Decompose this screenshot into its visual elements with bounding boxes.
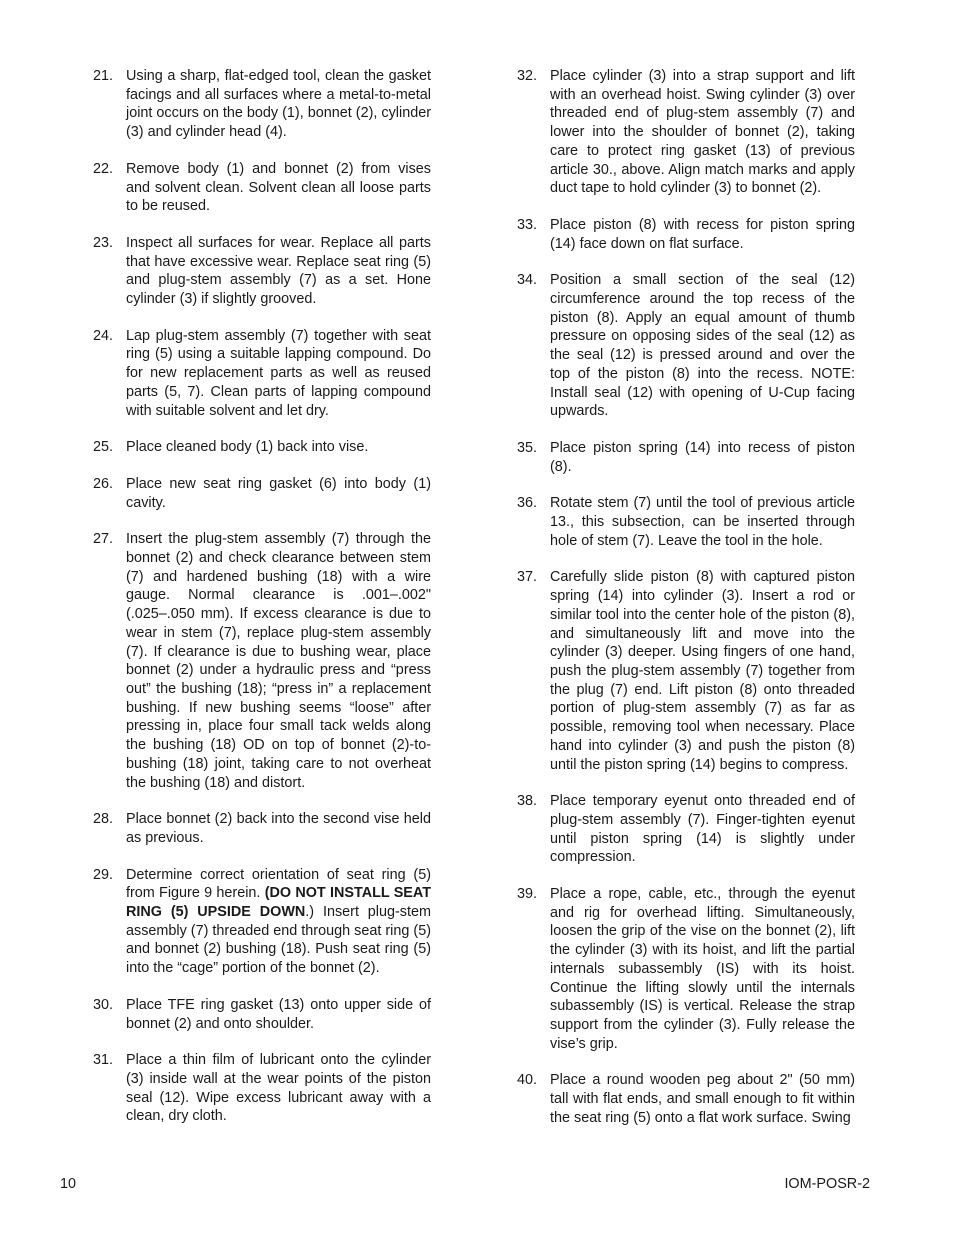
step-number: 39. (517, 886, 538, 903)
step-text: Place a rope, cable, etc., through the eyenut and rig for overhead lifting. Simultaneously, loosen the grip of the vise on the bonnet (2), lift the cylinder (3) with its hoist, and lift the partial internals subassembly (IS) with its hoist. Continue the lifting slowly until the internals subassembly (IS) is vertical. Release the strap support from the cylinder (3). Fully release the vise’s grip. (550, 886, 855, 1052)
step-number: 29. (93, 866, 114, 883)
step-text: Carefully slide piston (8) with captured piston spring (14) into cylinder (3). Insert a rod or similar tool into the center hole of the piston (8), and simultaneously lift and move into the cylinder (3) deeper. Using fingers of one hand, push the plug-stem assembly (7) together from the plug (7) end. Lift piston (8) onto threaded portion of plug-stem assembly (7) as far as possible, removing tool when necessary. Place hand into cylinder (3) and push the piston (8) until the piston spring (14) begins to compress. (550, 569, 855, 773)
step-24 (93, 327, 431, 421)
step-text: Using a sharp, flat-edged tool, clean the gasket facings and all surfaces where a metal-to-metal joint occurs on the body (1), bonnet (2), cylinder (3) and cylinder head (4). (126, 68, 431, 141)
step-number: 32. (517, 68, 538, 84)
step-40 (517, 1071, 855, 1127)
step-39 (517, 885, 855, 1053)
step-31 (93, 1051, 431, 1126)
step-text: Place piston (8) with recess for piston spring (14) face down on flat surface. (550, 216, 855, 252)
step-number: 37. (517, 569, 538, 586)
step-number: 22. (93, 160, 114, 177)
step-22 (93, 160, 431, 216)
right-column (517, 67, 855, 1127)
step-number: 38. (517, 793, 538, 810)
left-column (93, 67, 431, 1126)
step-text-part: Determine correct orientation of seat ring (5) from Figure 9 herein. (126, 866, 431, 902)
warning-text: (DO NOT INSTALL SEAT RING (5) UPSIDE DOWN (126, 885, 432, 921)
step-number: 21. (93, 68, 114, 84)
step-number: 33. (517, 216, 538, 233)
step-text-part: .) Insert plug-stem assembly (7) threaded end through seat ring (5) and bonnet (2) bushing (18). Push seat ring (5) into the “cage” portion of the bonnet (2). (126, 904, 431, 977)
step-text: Remove body (1) and bonnet (2) from vises and solvent clean. Solvent clean all loose parts to be reused. (126, 160, 431, 215)
step-text: Place TFE ring gasket (13) onto upper side of bonnet (2) and onto shoulder. (126, 996, 431, 1032)
step-text (126, 866, 431, 978)
step-number: 24. (93, 327, 114, 344)
step-37 (517, 568, 855, 774)
step-text: Lap plug-stem assembly (7) together with seat ring (5) using a suitable lapping compound. Do for new replacement parts as well as reused parts (5, 7). Clean parts of lapping compound with suitable solvent and let dry. (126, 327, 431, 419)
step-26 (93, 475, 431, 512)
step-number: 35. (517, 439, 538, 456)
step-29 (93, 866, 431, 978)
step-text: Place temporary eyenut onto threaded end of plug-stem assembly (7). Finger-tighten eyenut until piston spring (14) is slightly under compression. (550, 793, 855, 866)
step-number: 26. (93, 475, 114, 492)
step-text: Place cylinder (3) into a strap support and lift with an overhead hoist. Swing cylinder (3) over threaded end of plug-stem assembly (7) and lower into the shoulder of bonnet (2), taking care to protect ring gasket (13) of previous article 30., above. Align match marks and apply duct tape to hold cylinder (3) to bonnet (2). (550, 68, 855, 197)
step-number: 34. (517, 272, 538, 289)
step-25 (93, 438, 431, 457)
step-text: Insert the plug-stem assembly (7) through the bonnet (2) and check clearance between stem (7) and hardened bushing (18) with a wire gauge. Normal clearance is .001–.002" (.025–.050 mm). If excess clearance is due to wear in stem (7), replace plug-stem assembly (7). If clearance is due to bushing wear, place bonnet (2) under a hydraulic press and “press out” the bushing (18); “press in” a replacement bushing. If new bushing seems “loose” after pressing in, place four small tack welds along the bushing (18) OD on top of bonnet (2)-to-bushing (18) joint, taking care to not overheat the bushing (18) and distort. (126, 531, 431, 791)
step-number: 36. (517, 495, 538, 512)
step-text: Place new seat ring gasket (6) into body (1) cavity. (126, 475, 431, 511)
step-number: 31. (93, 1052, 114, 1069)
step-number: 40. (517, 1072, 538, 1089)
step-28 (93, 810, 431, 847)
document-code: IOM-POSR-2 (784, 1176, 870, 1192)
step-32 (517, 67, 855, 198)
step-text: Place piston spring (14) into recess of piston (8). (550, 439, 855, 475)
step-text: Place bonnet (2) back into the second vise held as previous. (126, 811, 431, 846)
page-number: 10 (60, 1176, 77, 1192)
step-21 (93, 67, 431, 142)
step-33 (517, 216, 855, 253)
step-text: Position a small section of the seal (12) circumference around the top recess of the piston (8). Apply an equal amount of thumb pressure on opposing sides of the seal (12) as the seal (12) is pressed around and over the top of the piston (8) into the recess. NOTE: Install seal (12) with opening of U-Cup facing upwards. (550, 272, 855, 420)
step-38 (517, 792, 855, 867)
step-text: Inspect all surfaces for wear. Replace all parts that have excessive wear. Replace seat ring (5) and plug-stem assembly (7) as a set. Hone cylinder (3) if slightly grooved. (126, 234, 431, 308)
step-number: 23. (93, 234, 114, 251)
step-text: Place cleaned body (1) back into vise. (126, 439, 369, 456)
step-text: Place a round wooden peg about 2" (50 mm) tall with flat ends, and small enough to fit within the seat ring (5) onto a flat work surface. Swing (550, 1072, 855, 1126)
step-text: Place a thin film of lubricant onto the cylinder (3) inside wall at the wear points of the piston seal (12). Wipe excess lubricant away with a clean, dry cloth. (126, 1052, 431, 1125)
step-23 (93, 234, 431, 309)
step-35 (517, 439, 855, 476)
step-text: Rotate stem (7) until the tool of previous article 13., this subsection, can be inserted through hole of stem (7). Leave the tool in the hole. (550, 495, 855, 549)
step-30 (93, 996, 431, 1033)
step-27 (93, 530, 431, 792)
step-number: 30. (93, 996, 114, 1013)
step-number: 27. (93, 531, 114, 548)
step-number: 28. (93, 811, 114, 828)
step-34 (517, 271, 855, 421)
step-36 (517, 494, 855, 550)
step-number: 25. (93, 439, 114, 456)
